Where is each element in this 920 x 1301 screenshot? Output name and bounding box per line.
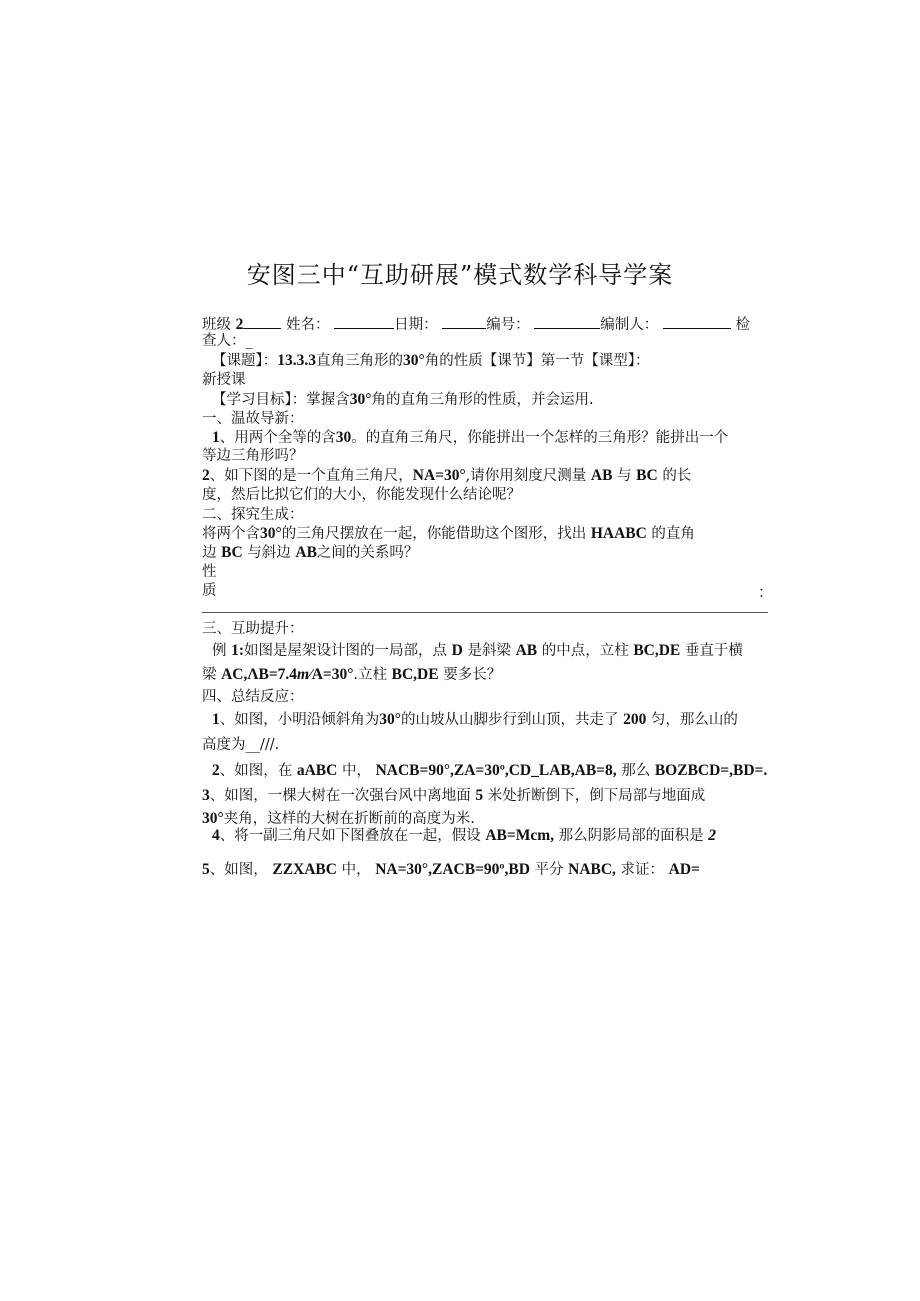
item4-length: AB=Mcm, [485, 827, 555, 844]
explore-triangle: HAABC [590, 525, 647, 542]
example2-text-a: 梁 [202, 667, 217, 683]
number-label: 编号： [486, 317, 530, 333]
item4-text-a: 、将一副三角尺如下图叠放在一起，假设 [219, 828, 481, 844]
example2-text-f: 要多长？ [443, 667, 502, 683]
question-2-line-2: 度，然后比拟它们的大小，你能发现什么结论呢？ [202, 487, 521, 503]
header-info-line [202, 314, 750, 334]
section-1-heading: 一、温故导新： [202, 411, 304, 427]
item5-text-a: 、如图， [209, 862, 268, 878]
property-label-1: 性 [202, 564, 217, 580]
item5-number: 5 [202, 861, 210, 878]
name-blank [334, 314, 394, 329]
item2-number: 2 [212, 762, 220, 779]
section-4-heading: 四、总结反应： [202, 689, 304, 705]
example-number: 1: [231, 642, 245, 659]
item1-text-b: 的山坡从山脚步行到山顶，共走了 [400, 712, 619, 728]
item2-text-a: 、如图，在 [219, 763, 293, 779]
property-colon: ： [758, 583, 774, 601]
q2-text-c: ,请你用刻度尺测量 [465, 468, 587, 484]
item-1-line-1 [212, 711, 738, 729]
question-1-line-1 [212, 429, 728, 447]
q2-text-d: 与 [617, 468, 632, 484]
item5-prove: AD= [668, 861, 700, 878]
item1-degree: 30° [379, 711, 401, 728]
item3-text-c: 夹角，这样的大树在折断前的高度为米. [223, 811, 475, 827]
class-label: 班级 [202, 317, 231, 333]
document-title: 安图三中“互助研展”模式数学科导学案 [246, 261, 674, 289]
learning-goal-line [212, 391, 594, 409]
example-text-b: 是斜梁 [467, 643, 511, 659]
q2-angle: NA=30° [412, 467, 466, 484]
lesson-type: 新授课 [202, 372, 246, 388]
item-4-line [212, 827, 716, 845]
item1-text-c: 匀，那么山的 [650, 712, 738, 728]
q1-text-a: 、用两个全等的含 [219, 430, 336, 446]
explore2-ab: AB [295, 544, 317, 561]
example2-angle: A=30° [311, 666, 354, 683]
property-answer-line [202, 612, 768, 613]
example-text-e: 垂直于横 [684, 643, 743, 659]
explore-line-1 [202, 525, 695, 543]
explore-line-2 [202, 544, 418, 562]
section-3-heading: 三、互助提升： [202, 621, 304, 637]
example-text-a: 如图是屋架设计图的一局部，点 [244, 643, 448, 659]
checker-line: 查人：_ [202, 333, 253, 349]
explore-text-d: 的直角 [651, 526, 695, 542]
explore-degree: 30° [260, 525, 282, 542]
question-1-line-2: 等边三角形吗？ [202, 448, 304, 464]
example-point-d: D [451, 642, 463, 659]
item3-text-b: 米处折断倒下，倒下局部与地面成 [487, 788, 706, 804]
example-line-2 [202, 666, 501, 684]
q1-degree: 30 [335, 429, 352, 446]
q2-text-a: 、如下图的是一个直角三角尺， [209, 468, 413, 484]
question-2-line-1 [202, 467, 691, 485]
item2-text-c: 中， [341, 763, 371, 779]
example-line-1 [212, 642, 743, 660]
item2-answer: BOZBCD=,BD=. [654, 762, 768, 779]
example2-ab: AC,ΛB=7.4 [221, 666, 298, 683]
item5-text-e: 平分 [534, 862, 564, 878]
item1-distance: 200 [623, 711, 647, 728]
topic-line [212, 352, 649, 370]
item3-text-a: 、如图，一棵大树在一次强台风中离地面 [209, 788, 471, 804]
date-label: 日期： [394, 317, 438, 333]
section-2-heading: 二、探究生成： [202, 507, 304, 523]
item-1-line-2 [202, 736, 279, 754]
example-bcde: BC,DE [633, 642, 681, 659]
item-3-line-2 [202, 810, 475, 828]
explore-text-a: 将两个含 [202, 526, 260, 542]
item-3-line-1 [202, 787, 705, 805]
topic-text-2: 角的性质【课节】第一节【课型】： [424, 353, 650, 369]
example-label: 例 [212, 643, 227, 659]
explore2-text-a: 边 [202, 545, 217, 561]
compiler-label: 编制人： [600, 317, 659, 333]
example-ab: AB [515, 642, 538, 659]
item5-text-c: 中， [341, 862, 371, 878]
item5-conditions: NA=30°,ZACB=90º,BD [375, 861, 530, 878]
item4-number: 4 [212, 827, 220, 844]
item2-text-e: 那么 [621, 763, 651, 779]
q2-ab: AB [590, 467, 613, 484]
example2-unit: m∕ [297, 666, 312, 683]
explore-text-b: 的三角尺摆放在一起，你能借助这个图形，找出 [281, 526, 587, 542]
item2-triangle: aABC [296, 762, 338, 779]
property-label-2: 质 [202, 583, 217, 599]
topic-text-1: 直角三角形的 [316, 353, 403, 369]
q1-text-b: 。的直角三角尺，你能拼出一个怎样的三角形？能拼出一个 [351, 430, 729, 446]
item-5-line [202, 861, 700, 879]
checker-label-part1: 检 [735, 317, 751, 333]
example-text-c: 的中点，立柱 [541, 643, 629, 659]
class-value: 2 [235, 316, 244, 333]
item1-number: 1 [212, 711, 220, 728]
explore2-text-c: 之间的关系吗？ [316, 545, 419, 561]
goal-text: 角的直角三角形的性质，并会运用. [371, 392, 594, 408]
item4-blank: 2 [708, 827, 716, 844]
item1-text-d: 高度为 [202, 737, 246, 753]
item4-text-c: 那么阴影局部的面积是 [558, 828, 704, 844]
class-blank [243, 314, 281, 329]
date-blank [442, 314, 486, 329]
explore2-bc: BC [221, 544, 243, 561]
q2-number: 2 [202, 467, 210, 484]
explore2-text-b: 与斜边 [247, 545, 291, 561]
item5-angle: NABC, [568, 861, 616, 878]
q2-bc: BC [636, 467, 658, 484]
goal-degree: 30° [349, 391, 372, 408]
item5-triangle: ZZXABC [272, 861, 337, 878]
example2-text-d: .立柱 [353, 667, 388, 683]
item3-height: 5 [475, 787, 484, 804]
item1-blank: __///. [245, 737, 280, 753]
compiler-blank [663, 314, 731, 329]
topic-degree: 30° [403, 352, 425, 369]
topic-label: 【课题】： [212, 353, 278, 369]
number-blank [534, 314, 600, 329]
item-2-line [212, 762, 767, 780]
item3-number: 3 [202, 787, 210, 804]
topic-number: 13.3.3 [277, 352, 316, 369]
q2-text-e: 的长 [662, 468, 692, 484]
goal-label: 【学习目标】：掌握含 [212, 392, 350, 408]
q1-number: 1 [212, 429, 220, 446]
item2-conditions: NACB=90°,ZA=30º,CD_LAB,AB=8, [375, 762, 617, 779]
item3-degree: 30° [202, 810, 224, 827]
item1-text-a: 、如图，小明沿倾斜角为 [219, 712, 380, 728]
example2-bcde: BC,DE [391, 666, 439, 683]
item5-text-g: 求证： [620, 862, 665, 878]
name-label: 姓名： [285, 317, 330, 333]
